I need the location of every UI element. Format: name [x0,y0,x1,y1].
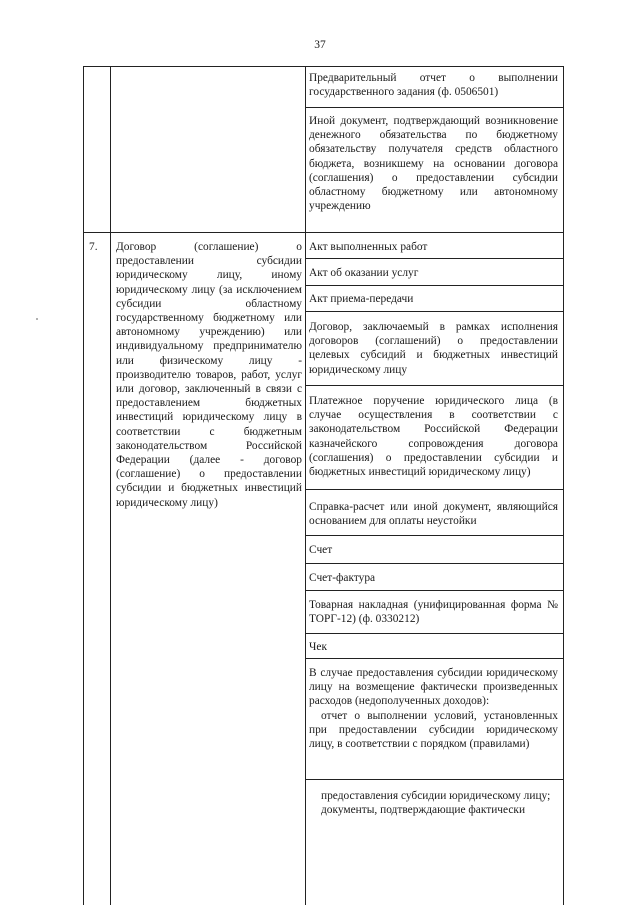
table-cell [309,114,558,213]
table-cell [309,292,558,306]
table-border-left [83,66,84,905]
table-cell [309,266,558,280]
row-divider [305,563,564,564]
row-divider [305,311,564,312]
row-divider [305,258,564,259]
cell-text: Договор, заключаемый в рамках исполнения договоров (соглашений) о предоставлении целевых субсидий и бюджетных инвестиций юридическому лицу [309,321,558,376]
cell-text: Справка-расчет или иной документ, являющийся основанием для оплаты неустойки [309,501,558,528]
cell-text: В случае предоставления субсидии юридическому лицу на возмещение фактически произведенных расходов (недополученных доходов): [309,667,558,708]
row-divider [305,107,564,108]
table-cell [309,320,558,377]
table-cell [309,543,558,557]
cell-text: Акт приема-передачи [309,293,414,305]
cell-text: Акт об оказании услуг [309,267,419,279]
table-cell [309,240,558,254]
table-cell [309,666,558,751]
row-divider [305,633,564,634]
cell-text: Предварительный отчет о выполнении государственного задания (ф. 0506501) [309,72,558,99]
table-cell [309,598,558,626]
cell-text: Счет-фактура [309,572,376,584]
cell-text: Иной документ, подтверждающий возникновение денежного обязательства по бюджетному обязательству получателя средств областного бюджета, возникшему на основании договора (соглашения) о предоставлении субсидии областному бюджетному или автономному учреждению [309,115,558,213]
cell-text: документы, подтверждающие фактически [321,804,526,817]
row-number: 7. [89,241,98,253]
row-divider [305,489,564,490]
table-cell [309,500,558,528]
cell-text: Платежное поручение юридического лица (в случае осуществления в соответствии с законодательством Российской Федерации казначейского сопровождения договора (соглашения) о предоставлении субсидии и бюджетных инвестиций юридическому лицу) [309,395,558,479]
cell-text: предоставления субсидии юридическому лицу; [321,790,551,802]
row-divider [305,779,564,780]
row-divider [305,658,564,659]
page-number: 37 [314,39,326,51]
scan-speck [36,318,38,320]
table-cell [309,571,558,585]
cell-text: Счет [309,544,333,556]
row-divider [83,232,564,233]
row-divider [305,385,564,386]
table-cell [309,789,558,817]
cell-text: Акт выполненных работ [309,241,428,253]
table-cell [309,640,558,654]
row-divider [305,535,564,536]
cell-text: Чек [309,641,327,653]
table-border-col1 [110,66,111,905]
table-cell [309,394,558,479]
cell-text: Товарная накладная (унифицированная форма № ТОРГ-12) (ф. 0330212) [309,599,558,626]
table-cell [309,71,558,99]
cell-text: отчет о выполнении условий, установленных при предоставлении субсидии юридическому лицу, в соответствии с порядком (правилами) [309,709,558,751]
row-divider [305,590,564,591]
table-border-top [83,66,564,67]
row-description: Договор (соглашение) о предоставлении субсидии юридическому лицу, иному юридическому лицу (за исключением субсидии областному государственному бюджетному или автономному учреждению) или индивидуальному предпринимателю или физическому лицу - производителю товаров, работ, услуг или договор, заключенный в связи с предоставлением бюджетных инвестиций юридическому лицу в соответствии с бюджетным законодательством Российской Федерации (далее - договор (соглашение) о предоставлении субсидии и бюджетных инвестиций юридическому лицу) [116,241,302,509]
row-divider [305,285,564,286]
